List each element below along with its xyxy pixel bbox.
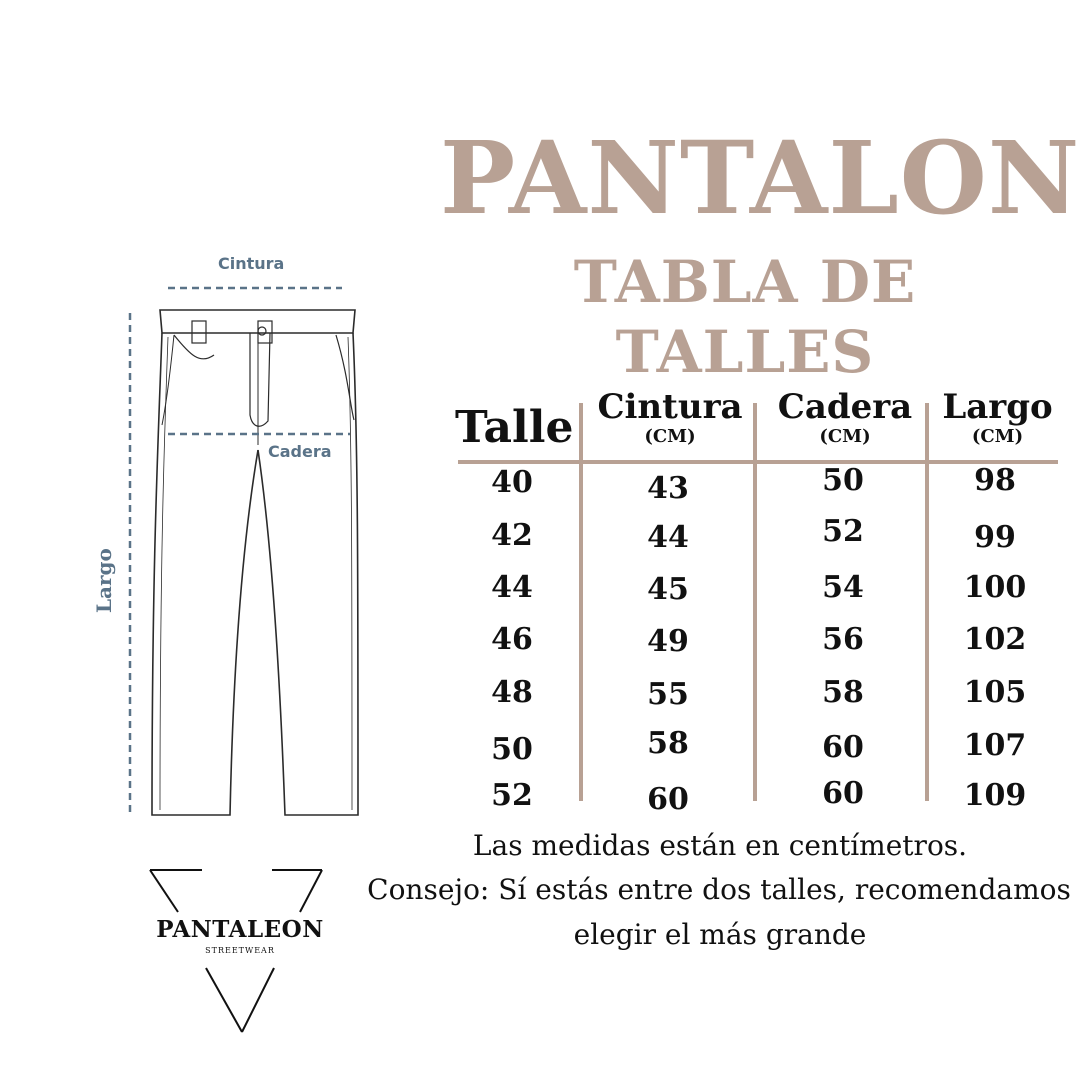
table-cell: 50 — [822, 463, 864, 498]
note-units: Las medidas están en centímetros. — [472, 829, 968, 862]
header-cintura-unit: (CM) — [644, 426, 696, 447]
header-cadera — [765, 387, 925, 447]
brand-tagline: STREETWEAR — [205, 946, 275, 955]
table-cell: 100 — [963, 570, 1027, 605]
table-cell: 99 — [974, 520, 1016, 555]
table-cell: 49 — [647, 624, 689, 659]
table-cell: 44 — [647, 520, 689, 555]
header-largo-unit: (CM) — [971, 426, 1024, 447]
table-cell: 44 — [491, 570, 533, 605]
page-title: PANTALON — [440, 119, 1080, 237]
table-cell: 105 — [963, 675, 1027, 710]
length-label: Largo — [92, 548, 116, 613]
header-cadera-unit: (CM) — [819, 426, 871, 447]
table-cell: 102 — [963, 622, 1027, 657]
table-cell: 45 — [647, 572, 689, 607]
header-talle — [455, 402, 574, 453]
table-cell: 54 — [822, 570, 864, 605]
page-subtitle: TABLA DE TALLES — [573, 248, 917, 386]
table-cell: 58 — [822, 675, 864, 710]
table-cell: 52 — [491, 778, 533, 813]
hip-label: Cadera — [268, 442, 332, 461]
header-cintura-label: Cintura — [597, 387, 743, 427]
brand-name: PANTALEON — [156, 916, 324, 943]
table-cell: 109 — [963, 778, 1027, 813]
brand-logo — [140, 860, 340, 1040]
size-table — [455, 385, 1060, 817]
table-cell: 98 — [974, 463, 1016, 498]
table-cell: 60 — [647, 782, 689, 817]
column-divider-2 — [753, 403, 757, 801]
table-cell: 43 — [647, 471, 689, 506]
table-cell: 42 — [491, 518, 533, 553]
note-advice: Consejo: Sí estás entre dos talles, recomendamos — [367, 873, 1071, 906]
waist-label: Cintura — [218, 254, 285, 273]
header-largo — [925, 387, 1070, 447]
pants-diagram — [80, 245, 380, 835]
table-cell: 56 — [822, 622, 864, 657]
table-cell: 60 — [822, 730, 864, 765]
table-cell: 55 — [647, 677, 689, 712]
table-cell: 60 — [822, 776, 864, 811]
header-cadera-label: Cadera — [777, 387, 913, 427]
pants-illustration — [80, 245, 380, 835]
table-cell: 58 — [647, 726, 689, 761]
table-cell: 40 — [491, 465, 533, 500]
table-cell: 50 — [491, 732, 533, 767]
table-cell: 46 — [491, 622, 533, 657]
table-cell: 52 — [822, 514, 864, 549]
header-largo-label: Largo — [942, 387, 1053, 427]
table-cell: 48 — [491, 675, 533, 710]
header-talle-label: Talle — [455, 402, 574, 453]
note-advice-cont: elegir el más grande — [573, 918, 867, 951]
header-cintura — [590, 387, 750, 447]
table-cell: 107 — [963, 728, 1027, 763]
